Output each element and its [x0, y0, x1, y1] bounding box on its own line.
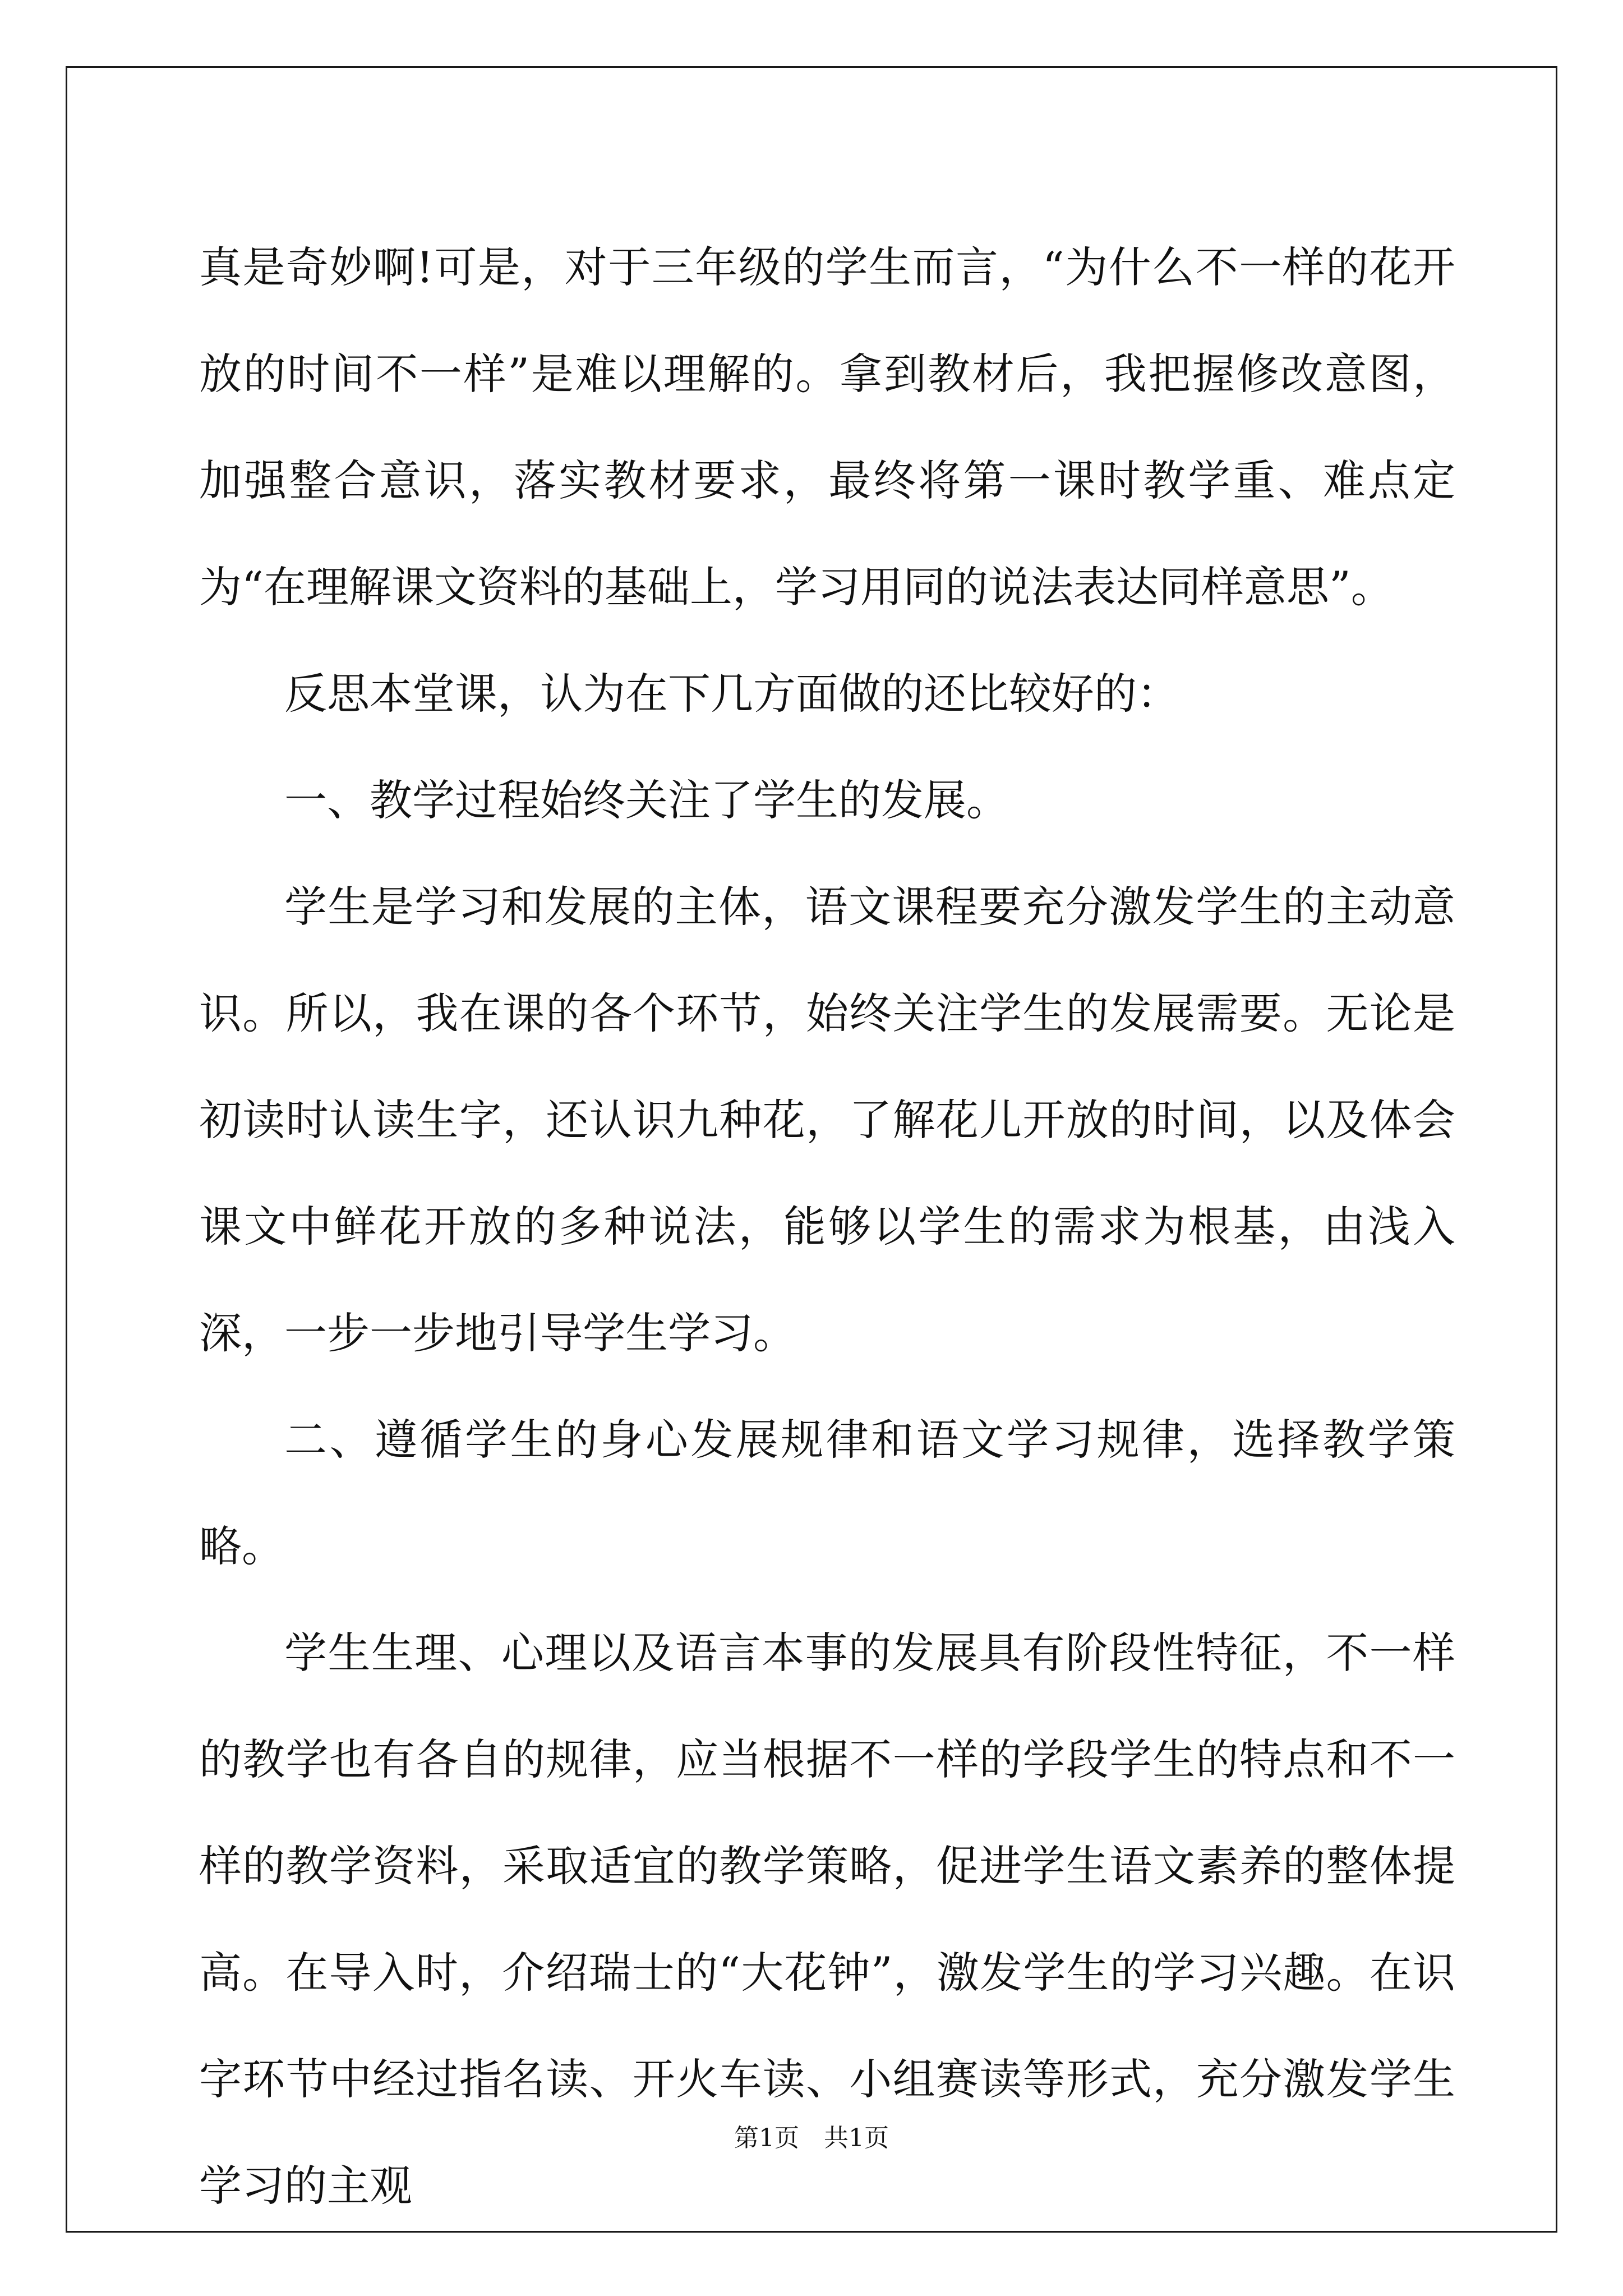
page-number-footer: 第1页 共1页: [734, 2124, 889, 2152]
paragraph-point-two: 学生生理、心理以及语言本事的发展具有阶段性特征，不一样的教学也有各自的规律，应当根据不一样的学段学生的特点和不一样的教学资料，采取适宜的教学策略，促进学生语文素养的整体提高。在导入时，介绍瑞士的“大花钟”，激发学生的学习兴趣。在识字环节中经过指名读、开火车读、小组赛读等形式，充分激发学生学习的主观: [199, 1628, 1455, 2211]
heading-point-two: 二、遵循学生的身心发展规律和语文学习规律，选择教学策略。: [199, 1415, 1455, 1571]
document-body: [199, 214, 1455, 2239]
paragraph-continued: 真是奇妙啊!可是，对于三年级的学生而言，“为什么不一样的花开放的时间不一样”是难以理解的。拿到教材后，我把握修改意图，加强整合意识，落实教材要求，最终将第一课时教学重、难点定为“在理解课文资料的基础上，学习用同的说法表达同样意思”。: [199, 242, 1455, 612]
paragraph-reflection-intro: 反思本堂课，认为在下几方面做的还比较好的：: [284, 669, 1179, 719]
paragraph-point-one: 学生是学习和发展的主体，语文课程要充分激发学生的主动意识。所以，我在课的各个环节，始终关注学生的发展需要。无论是初读时认读生字，还认识九种花，了解花儿开放的时间，以及体会课文中鲜花开放的多种说法，能够以学生的需求为根基，由浅入深，一步一步地引导学生学习。: [199, 882, 1455, 1358]
heading-point-one: 一、教学过程始终关注了学生的发展。: [284, 775, 1009, 825]
